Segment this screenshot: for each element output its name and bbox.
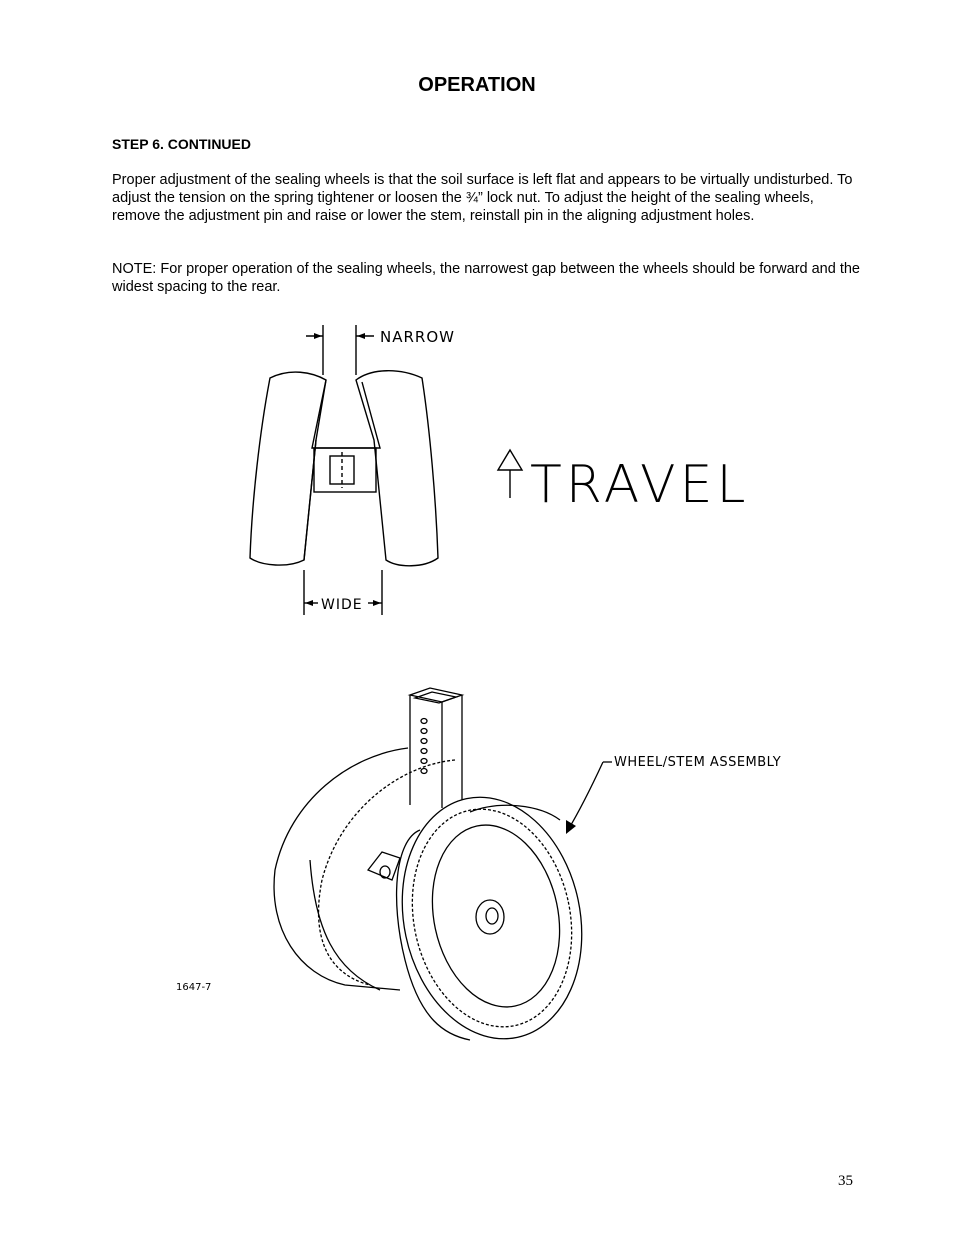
stem-tube: [410, 688, 462, 702]
front-wheel: [381, 780, 604, 1055]
wheel-frame: [312, 380, 380, 448]
step-heading: STEP 6. CONTINUED: [112, 136, 251, 152]
page-number: 35: [838, 1173, 853, 1189]
travel-arrow-icon: [498, 450, 522, 470]
back-wheel: [274, 748, 408, 990]
drawing-number: 1647-7: [176, 982, 212, 993]
wheel-stem-assembly-drawing: [274, 688, 612, 1056]
right-wheel-outline: [356, 371, 438, 566]
paragraph-note: NOTE: For proper operation of the sealing wheels, the narrowest gap between the wheels should be forward and the widest spacing to the rear.: [112, 261, 860, 295]
adjustment-holes: [421, 719, 427, 774]
label-narrow: NARROW: [380, 328, 455, 346]
label-travel: TRAVEL: [530, 455, 750, 515]
paragraph-adjustment: Proper adjustment of the sealing wheels is that the soil surface is left flat and appears to be virtually undisturbed. To adjust the tension on the spring tightener or loosen the ¾” lock nut. To adjust the height of the sealing wheels, remove the adjustment pin and raise or lower the stem, reinstall pin in the aligning adjustment holes.: [112, 172, 853, 224]
page-title: OPERATION: [418, 74, 536, 96]
stem-bracket: [314, 448, 376, 492]
label-wheel-stem-assembly: WHEEL/STEM ASSEMBLY: [614, 755, 782, 770]
label-wide: WIDE: [321, 597, 363, 613]
wheel-hub: [476, 900, 504, 934]
